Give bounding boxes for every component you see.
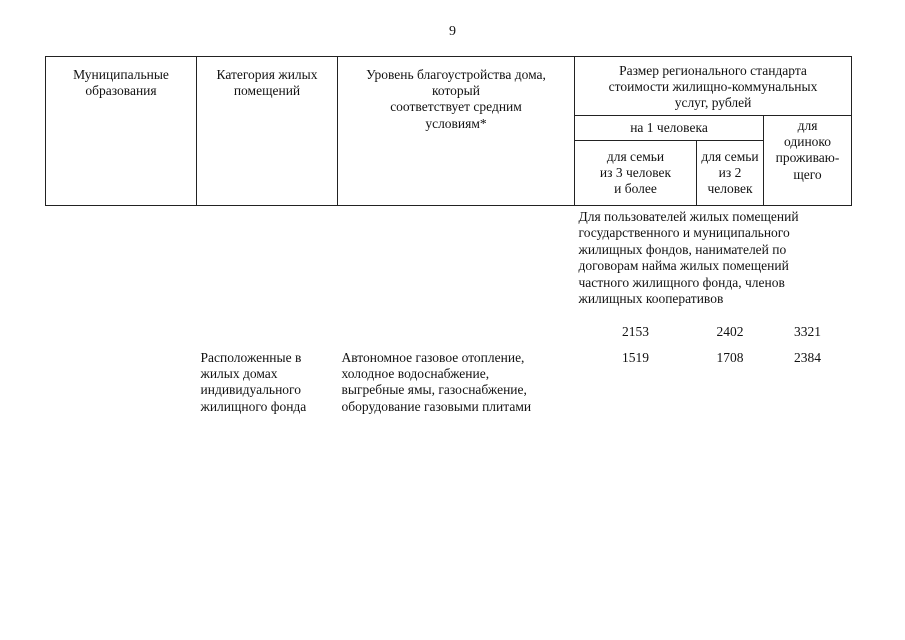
header-municipal: Муниципальные образования: [46, 57, 197, 206]
header-family-3: для семьи из 3 человек и более: [575, 141, 697, 206]
header-level: Уровень благоустройства дома, который соответствует средним условиям*: [338, 57, 575, 206]
totals-row: [46, 310, 852, 342]
row-family-3: 1519: [622, 350, 649, 365]
total-single: 3321: [794, 323, 822, 339]
header-category: Категория жилых помещений: [197, 57, 338, 206]
total-family-3: 2153: [622, 323, 649, 339]
header-family-2: для семьи из 2 человек: [697, 141, 764, 206]
row-category: Расположенные в жилых домах индивидуального жилищного фонда: [200, 350, 307, 414]
total-family-2: 2402: [716, 323, 744, 339]
row-family-2: 1708: [716, 350, 744, 365]
page-number: 9: [449, 24, 456, 39]
header-per-person: на 1 человека: [575, 116, 764, 141]
standard-cost-table: [45, 56, 852, 417]
row-single: 2384: [794, 350, 822, 365]
header-standard: Размер регионального стандарта стоимости жилищно-коммунальных услуг, рублей: [575, 57, 852, 116]
table-row: [46, 342, 852, 417]
row-level: Автономное газовое отопление, холодное водоснабжение, выгребные ямы, газоснабжение, оборудование газовыми плитами: [341, 350, 532, 414]
user-category-note: Для пользователей жилых помещений государственного и муниципального жилищных фондов, нанимателей по договорам найма жилых помещений частного жилищного фонда, членов жилищных кооперативов: [578, 209, 799, 307]
header-single: для одиноко проживаю- щего: [764, 116, 852, 206]
